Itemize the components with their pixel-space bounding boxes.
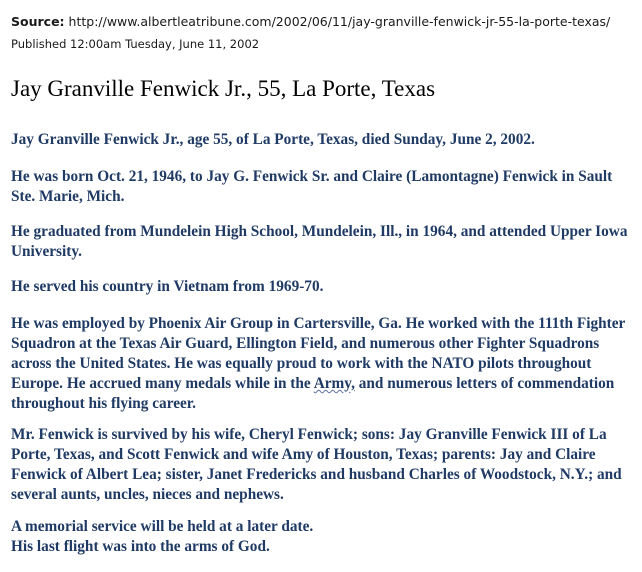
paragraph-memorial bbox=[11, 517, 636, 557]
paragraph-military-service: He served his country in Vietnam from 1969-70. bbox=[11, 278, 324, 295]
source-label: Source: bbox=[11, 14, 65, 29]
paragraph-education: He graduated from Mundelein High School, Mundelein, Ill., in 1964, and attended Upper Iowa University. bbox=[11, 223, 628, 260]
paragraph-employment bbox=[11, 314, 636, 414]
paragraph-survivors: Mr. Fenwick is survived by his wife, Cheryl Fenwick; sons: Jay Granville Fenwick III of La Porte, Texas, and Scott Fenwick and wife Amy of Houston, Texas; parents: Jay and Claire Fenwick of Albert Lea; sister, Janet Fredericks and husband Charles of Woodstock, N.Y.; and several aunts, uncles, nieces and nephews. bbox=[11, 426, 622, 503]
source-url: http://www.albertleatribune.com/2002/06/11/jay-granville-fenwick-jr-55-la-porte-texas/ bbox=[68, 14, 611, 29]
spellcheck-underlined-word: Army, bbox=[313, 375, 355, 392]
article-title: Jay Granville Fenwick Jr., 55, La Porte, Texas bbox=[11, 76, 436, 101]
employment-text-end: and numerous letters of commendation throughout his flying career. bbox=[11, 375, 615, 412]
employment-text-start: He was employed by Phoenix Air Group in Cartersville, Ga. He worked with the 111th Fighter Squadron at the Texas Air Guard, Ellington Field, and numerous other Fighter Squadrons across the United States. He was equally proud to work with the NATO pilots throughout Europe. He accrued many medals while in the bbox=[11, 315, 625, 392]
source-line bbox=[11, 14, 610, 29]
paragraph-birth: He was born Oct. 21, 1946, to Jay G. Fenwick Sr. and Claire (Lamontagne) Fenwick in Sault Ste. Marie, Mich. bbox=[11, 168, 613, 205]
closing-line: His last flight was into the arms of God. bbox=[11, 538, 270, 555]
memorial-line: A memorial service will be held at a later date. bbox=[11, 518, 314, 535]
published-date: Published 12:00am Tuesday, June 11, 2002 bbox=[11, 37, 260, 51]
paragraph-death-notice: Jay Granville Fenwick Jr., age 55, of La Porte, Texas, died Sunday, June 2, 2002. bbox=[11, 131, 535, 148]
